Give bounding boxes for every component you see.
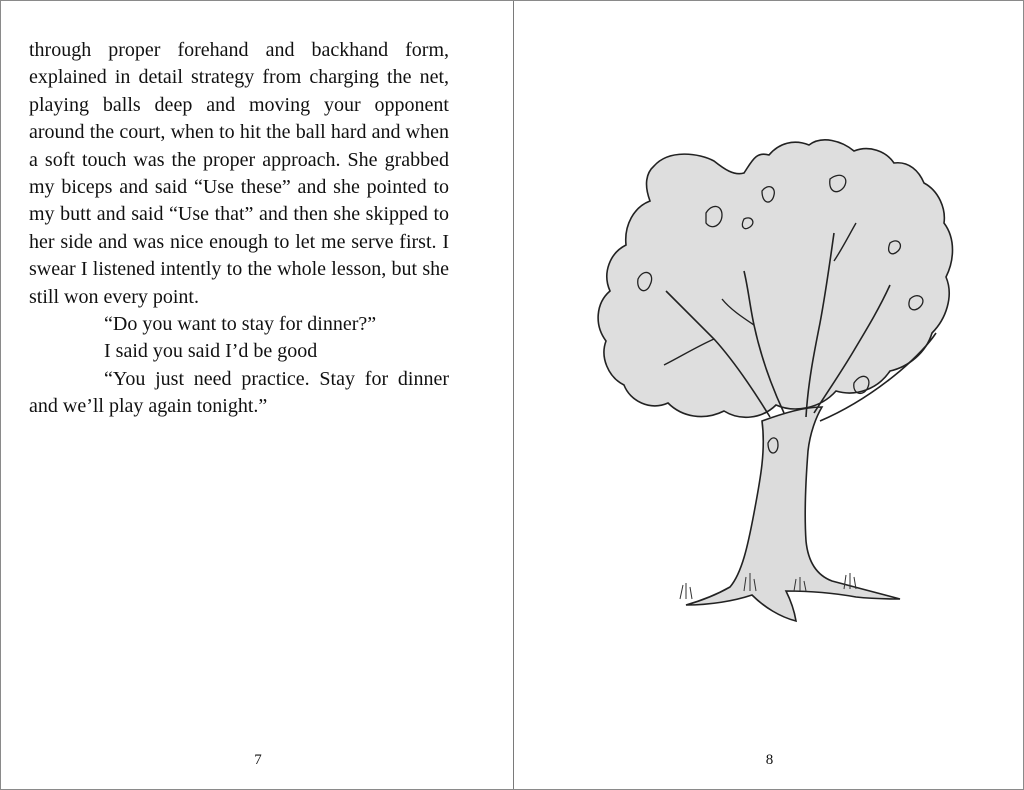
left-page: [1, 1, 514, 789]
page-text: [29, 37, 449, 421]
dialogue-line: I said you said I’d be good: [104, 340, 318, 363]
tree-illustration: [594, 121, 994, 641]
grass-tuft: [680, 583, 692, 599]
dialogue-line: “You just need practice. Stay for dinner and we’ll play again tonight.”: [29, 367, 449, 418]
page-number-right: 8: [765, 752, 774, 768]
page-number-left: 7: [254, 752, 262, 768]
paragraph: through proper forehand and backhand form, explained in detail strategy from charging the net, playing balls deep and moving your opponent around the court, when to hit the ball hard and when a soft touch was the proper approach. She grabbed my biceps and said “Use these” and she pointed to my butt and said “Use that” and then she skipped to her side and was nice enough to let me serve first. I swear I listened intently to the whole lesson, but she still won every point.: [29, 39, 449, 308]
right-page: [514, 1, 1024, 789]
tree-trunk: [686, 407, 900, 621]
dialogue-line: “Do you want to stay for dinner?”: [104, 313, 377, 336]
